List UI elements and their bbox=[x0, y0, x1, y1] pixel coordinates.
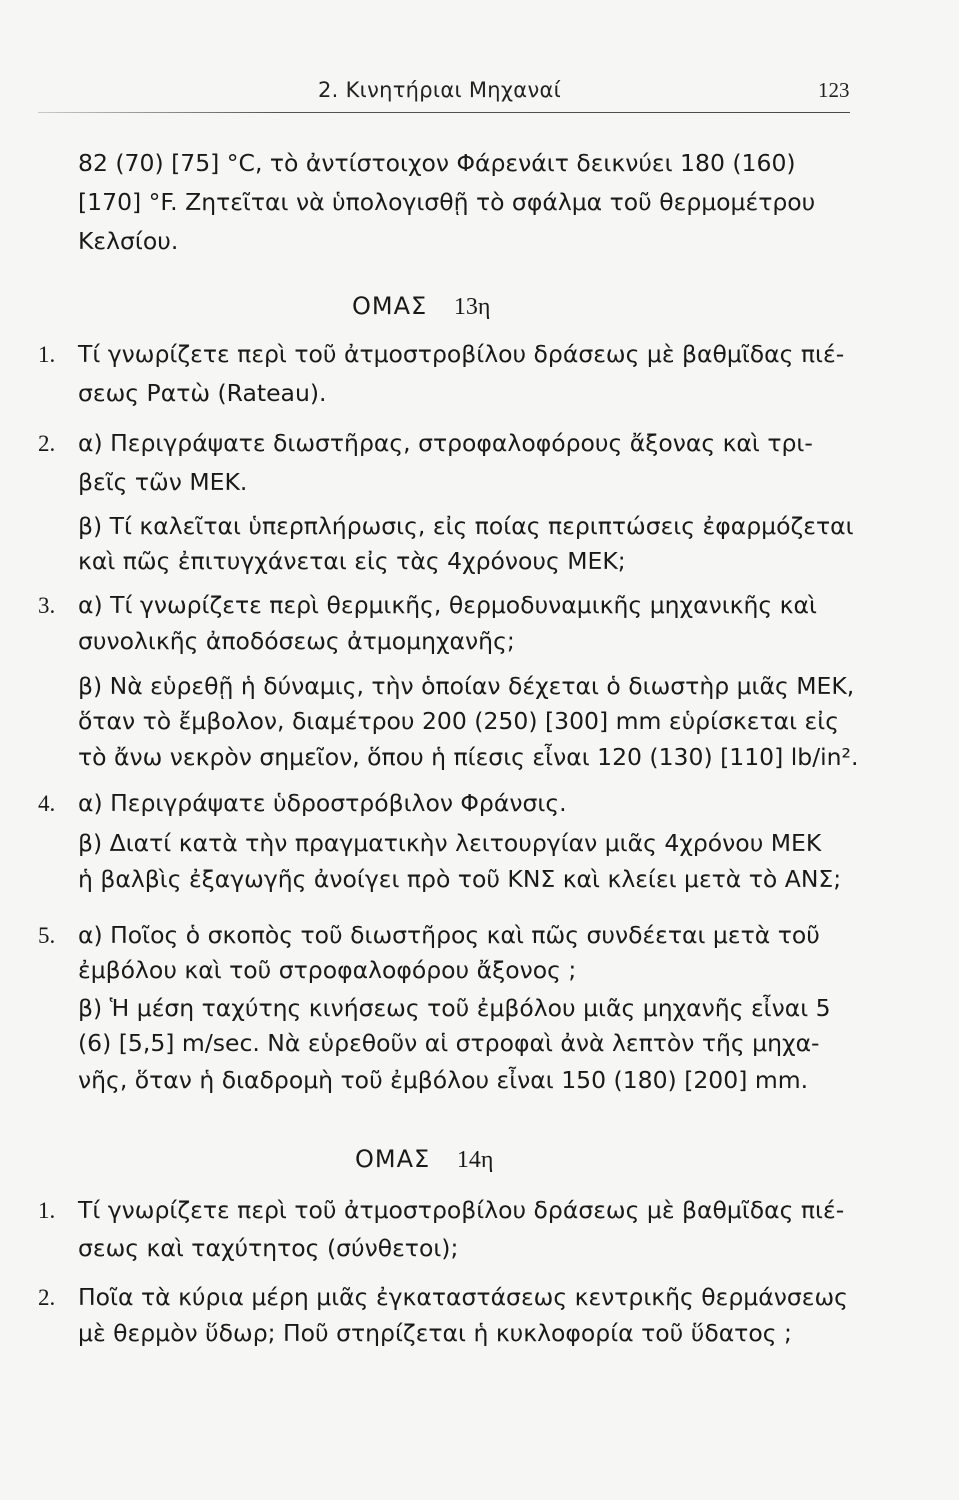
g13-q3-line-2: συνολικῆς ἀποδόσεως ἀτμομηχανῆς; bbox=[78, 627, 515, 655]
page-number: 123 bbox=[818, 78, 850, 102]
intro-line-3: Κελσίου. bbox=[78, 227, 179, 255]
g13-q2-line-3: β) Τί καλεῖται ὑπερπλήρωσις, εἰς ποίας περιπτώσεις ἐφαρμόζεται bbox=[78, 512, 854, 540]
g13-q4-line-1: α) Περιγράψατε ὑδροστρόβιλον Φράνσις. bbox=[78, 789, 567, 817]
g13-q5-line-5: νῆς, ὅταν ἡ διαδρομὴ τοῦ ἐμβόλου εἶναι 150 (180) [200] mm. bbox=[78, 1066, 809, 1094]
group-13-heading-label: ΟΜΑΣ bbox=[352, 292, 428, 320]
g13-q3-line-1: α) Τί γνωρίζετε περὶ θερμικῆς, θερμοδυναμικῆς μηχανικῆς καὶ bbox=[78, 591, 817, 619]
g14-q1-line-1: Τί γνωρίζετε περὶ τοῦ ἀτμοστροβίλου δράσεως μὲ βαθμῖδας πιέ- bbox=[78, 1196, 845, 1224]
g13-q5-number: 5. bbox=[38, 923, 56, 948]
g13-q3-line-3: β) Νὰ εὑρεθῇ ἡ δύναμις, τὴν ὁποίαν δέχεται ὁ διωστὴρ μιᾶς ΜΕΚ, bbox=[78, 672, 855, 700]
intro-line-2: [170] °F. Ζητεῖται νὰ ὑπολογισθῇ τὸ σφάλμα τοῦ θερμομέτρου bbox=[78, 188, 816, 216]
header-rule bbox=[38, 112, 850, 113]
g13-q4-number: 4. bbox=[38, 791, 56, 816]
g13-q5-line-4: (6) [5,5] m/sec. Νὰ εὑρεθοῦν αἱ στροφαὶ ἀνὰ λεπτὸν τῆς μηχα- bbox=[78, 1029, 820, 1057]
group-14-heading bbox=[355, 1147, 493, 1172]
g14-q2-line-2: μὲ θερμὸν ὕδωρ; Ποῦ στηρίζεται ἡ κυκλοφορία τοῦ ὕδατος ; bbox=[78, 1319, 792, 1347]
group-14-heading-label: ΟΜΑΣ bbox=[355, 1145, 431, 1173]
g13-q5-line-2: ἐμβόλου καὶ τοῦ στροφαλοφόρου ἄξονος ; bbox=[78, 956, 577, 984]
g13-q1-line-2: σεως Ρατὼ (Rateau). bbox=[78, 379, 327, 407]
g14-q1-number: 1. bbox=[38, 1198, 56, 1223]
g13-q3-number: 3. bbox=[38, 593, 56, 618]
g13-q4-line-3: ἡ βαλβὶς ἐξαγωγῆς ἀνοίγει πρὸ τοῦ ΚΝΣ καὶ κλείει μετὰ τὸ ΑΝΣ; bbox=[78, 865, 842, 893]
g13-q1-line-1: Τί γνωρίζετε περὶ τοῦ ἀτμοστροβίλου δράσεως μὲ βαθμῖδας πιέ- bbox=[78, 340, 845, 368]
g13-q5-line-1: α) Ποῖος ὁ σκοπὸς τοῦ διωστῆρος καὶ πῶς συνδέεται μετὰ τοῦ bbox=[78, 921, 820, 949]
g13-q2-line-4: καὶ πῶς ἐπιτυγχάνεται εἰς τὰς 4χρόνους ΜΕΚ; bbox=[78, 547, 626, 575]
g13-q2-line-1: α) Περιγράψατε διωστῆρας, στροφαλοφόρους ἄξονας καὶ τρι- bbox=[78, 429, 813, 457]
g14-q2-line-1: Ποῖα τὰ κύρια μέρη μιᾶς ἐγκαταστάσεως κεντρικῆς θερμάνσεως bbox=[78, 1283, 848, 1311]
g13-q3-line-5: τὸ ἄνω νεκρὸν σημεῖον, ὅπου ἡ πίεσις εἶναι 120 (130) [110] lb/in². bbox=[78, 743, 859, 771]
g13-q2-number: 2. bbox=[38, 431, 56, 456]
g13-q4-line-2: β) Διατί κατὰ τὴν πραγματικὴν λειτουργίαν μιᾶς 4χρόνου ΜΕΚ bbox=[78, 829, 822, 857]
group-13-heading-number: 13η bbox=[453, 294, 491, 320]
g13-q5-line-3: β) Ἡ μέση ταχύτης κινήσεως τοῦ ἐμβόλου μιᾶς μηχανῆς εἶναι 5 bbox=[78, 994, 831, 1022]
g14-q2-number: 2. bbox=[38, 1285, 56, 1310]
g13-q1-number: 1. bbox=[38, 342, 56, 367]
group-14-heading-number: 14η bbox=[456, 1147, 494, 1173]
g13-q2-line-2: βεῖς τῶν ΜΕΚ. bbox=[78, 468, 248, 496]
group-13-heading bbox=[352, 294, 490, 319]
intro-line-1: 82 (70) [75] °C, τὸ ἀντίστοιχον Φάρενάιτ δεικνύει 180 (160) bbox=[78, 149, 796, 177]
running-head-title: 2. Κινητήριαι Μηχαναί bbox=[318, 78, 562, 102]
g14-q1-line-2: σεως καὶ ταχύτητος (σύνθετοι); bbox=[78, 1234, 459, 1262]
g13-q3-line-4: ὅταν τὸ ἔμβολον, διαμέτρου 200 (250) [300] mm εὑρίσκεται εἰς bbox=[78, 707, 839, 735]
